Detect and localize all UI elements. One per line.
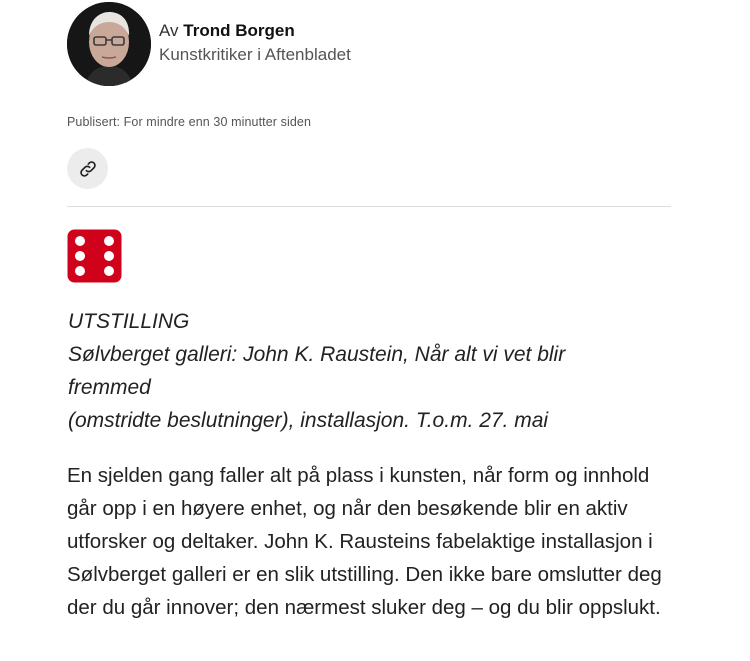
factbox-details: (omstridte beslutninger), installasjon. T.o.m. 27. mai bbox=[68, 409, 549, 432]
dice-six-icon bbox=[67, 229, 122, 283]
divider bbox=[67, 206, 671, 207]
factbox-category: UTSTILLING bbox=[68, 310, 190, 333]
author-line bbox=[159, 19, 351, 43]
author-portrait-icon bbox=[67, 2, 151, 86]
published-timestamp: Publisert: For mindre enn 30 minutter siden bbox=[67, 115, 311, 129]
byline-text bbox=[159, 19, 351, 67]
link-icon bbox=[78, 159, 98, 179]
author-name[interactable]: Trond Borgen bbox=[183, 21, 295, 40]
byline bbox=[67, 2, 351, 86]
rating-dice bbox=[67, 229, 122, 283]
author-avatar[interactable] bbox=[67, 2, 151, 86]
author-role: Kunstkritiker i Aftenbladet bbox=[159, 45, 351, 64]
factbox-title-continued: fremmed bbox=[68, 376, 151, 399]
factbox bbox=[68, 305, 668, 437]
copy-link-button[interactable] bbox=[67, 148, 108, 189]
article-paragraph: En sjelden gang faller alt på plass i kunsten, når form og innhold går opp i en høyere enhet, og når den besøkende blir en aktiv utforsker og deltaker. John K. Rausteins fabelaktige installasjon i Sølvberget galleri er en slik utstilling. Den ikke bare omslutter deg der du går innover; den nærmest sluker deg – og du blir oppslukt. bbox=[67, 464, 662, 619]
byline-prefix: Av bbox=[159, 21, 179, 40]
factbox-venue-line: Sølvberget galleri: John K. Raustein, Når alt vi vet blir bbox=[68, 343, 566, 366]
